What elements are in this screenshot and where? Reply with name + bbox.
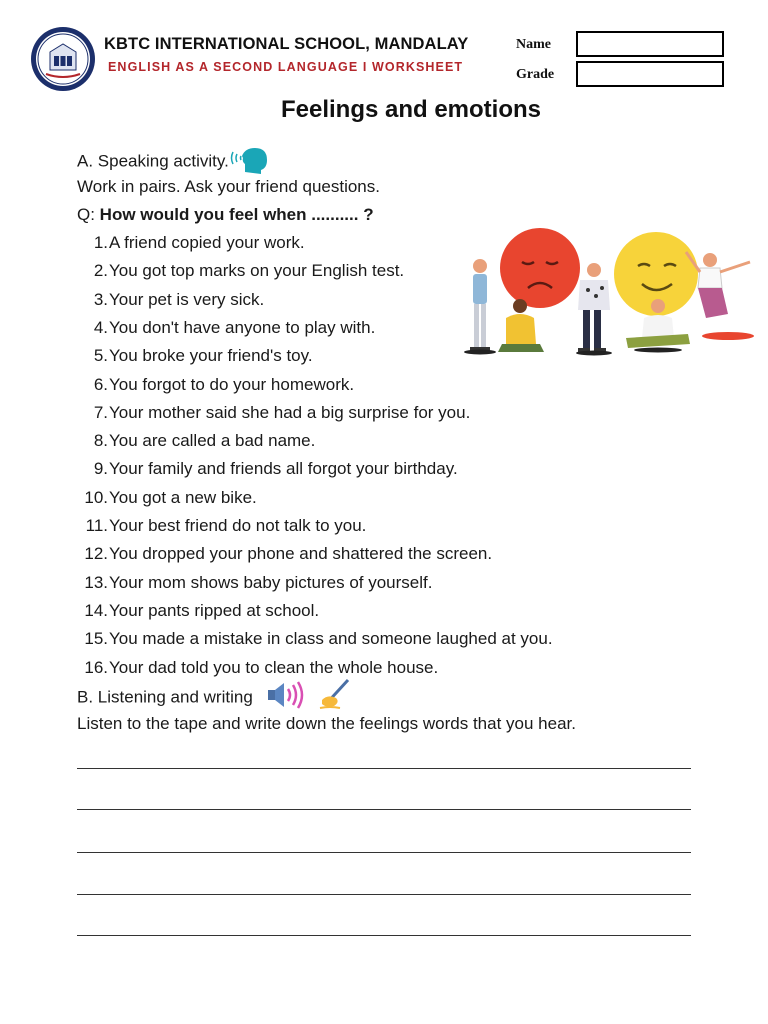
list-item — [0, 233, 305, 253]
list-item-text: You are called a bad name. — [109, 431, 316, 451]
writing-hand-icon — [318, 676, 354, 710]
list-item-text: You got a new bike. — [109, 487, 257, 507]
list-item-number: 13. — [84, 572, 108, 592]
list-item — [0, 573, 432, 593]
list-item-text: You got top marks on your English test. — [109, 261, 405, 281]
answer-line[interactable] — [77, 935, 691, 936]
list-item — [0, 629, 553, 649]
emotions-illustration — [444, 226, 756, 364]
list-item-text: A friend copied your work. — [109, 233, 305, 252]
list-item-text: You forgot to do your homework. — [109, 374, 355, 394]
worksheet-subtitle: ENGLISH AS A SECOND LANGUAGE I WORKSHEET — [108, 60, 464, 74]
list-item-text: Your mom shows baby pictures of yourself. — [109, 572, 433, 592]
section-a-heading-text: A. Speaking activity. — [77, 151, 229, 171]
list-item — [0, 403, 470, 423]
list-item-text: Your family and friends all forgot your birthday. — [109, 459, 458, 479]
list-item — [0, 658, 438, 678]
name-field[interactable] — [576, 31, 724, 57]
list-item — [0, 488, 257, 508]
list-item-text: Your dad told you to clean the whole house. — [109, 657, 439, 677]
section-a-instruction: Work in pairs. Ask your friend questions. — [77, 177, 380, 196]
list-item — [0, 261, 404, 281]
section-b-instruction: Listen to the tape and write down the feelings words that you hear. — [77, 714, 576, 733]
school-name: KBTC INTERNATIONAL SCHOOL, MANDALAY — [104, 35, 469, 53]
list-item-number: 2. — [93, 261, 108, 281]
list-item-text: Your pants ripped at school. — [109, 600, 320, 620]
list-item — [0, 318, 375, 338]
list-item-number: 6. — [93, 374, 108, 394]
list-item-text: You don't have anyone to play with. — [109, 317, 376, 337]
list-item-text: You broke your friend's toy. — [109, 346, 313, 366]
list-item — [0, 544, 492, 564]
speaker-loud-icon — [266, 680, 310, 710]
list-item — [0, 459, 458, 479]
list-item-text: You dropped your phone and shattered the screen. — [109, 544, 493, 564]
list-item — [0, 601, 319, 621]
name-label: Name — [516, 37, 551, 52]
section-b-heading-text: B. Listening and writing — [77, 687, 253, 707]
list-item-number: 5. — [93, 346, 108, 366]
list-item-number: 14. — [84, 600, 108, 620]
section-a-heading — [77, 150, 271, 174]
list-item-number: 12. — [84, 544, 108, 564]
list-item-number: 15. — [84, 629, 108, 649]
answer-line[interactable] — [77, 852, 691, 853]
school-logo — [30, 26, 96, 92]
answer-line[interactable] — [77, 894, 691, 895]
list-item-number: 4. — [93, 317, 108, 337]
list-item — [0, 431, 315, 451]
list-item — [0, 516, 366, 536]
list-item-text: Your pet is very sick. — [109, 289, 265, 309]
list-item-number: 11. — [85, 516, 108, 535]
list-item-number: 16. — [84, 657, 108, 677]
question-text: How would you feel when .......... ? — [99, 205, 374, 224]
list-item-text: You made a mistake in class and someone laughed at you. — [109, 629, 553, 649]
list-item — [0, 346, 313, 366]
section-b-heading — [77, 686, 354, 710]
speaking-head-icon — [229, 142, 271, 174]
list-item — [0, 290, 264, 310]
grade-field[interactable] — [576, 61, 724, 87]
grade-label: Grade — [516, 67, 555, 82]
list-item-number: 9. — [93, 459, 108, 479]
page-title: Feelings and emotions — [280, 96, 542, 123]
question-line — [77, 205, 374, 225]
list-item — [0, 375, 354, 395]
list-item-text: Your best friend do not talk to you. — [109, 516, 367, 535]
list-item-number: 1. — [93, 233, 108, 252]
list-item-text: Your mother said she had a big surprise for you. — [109, 402, 471, 422]
answer-line[interactable] — [77, 768, 691, 769]
list-item-number: 10. — [84, 487, 108, 507]
list-item-number: 7. — [93, 402, 108, 422]
list-item-number: 3. — [93, 289, 108, 309]
question-prefix: Q: — [77, 205, 100, 224]
list-item-number: 8. — [93, 431, 108, 451]
answer-line[interactable] — [77, 809, 691, 810]
